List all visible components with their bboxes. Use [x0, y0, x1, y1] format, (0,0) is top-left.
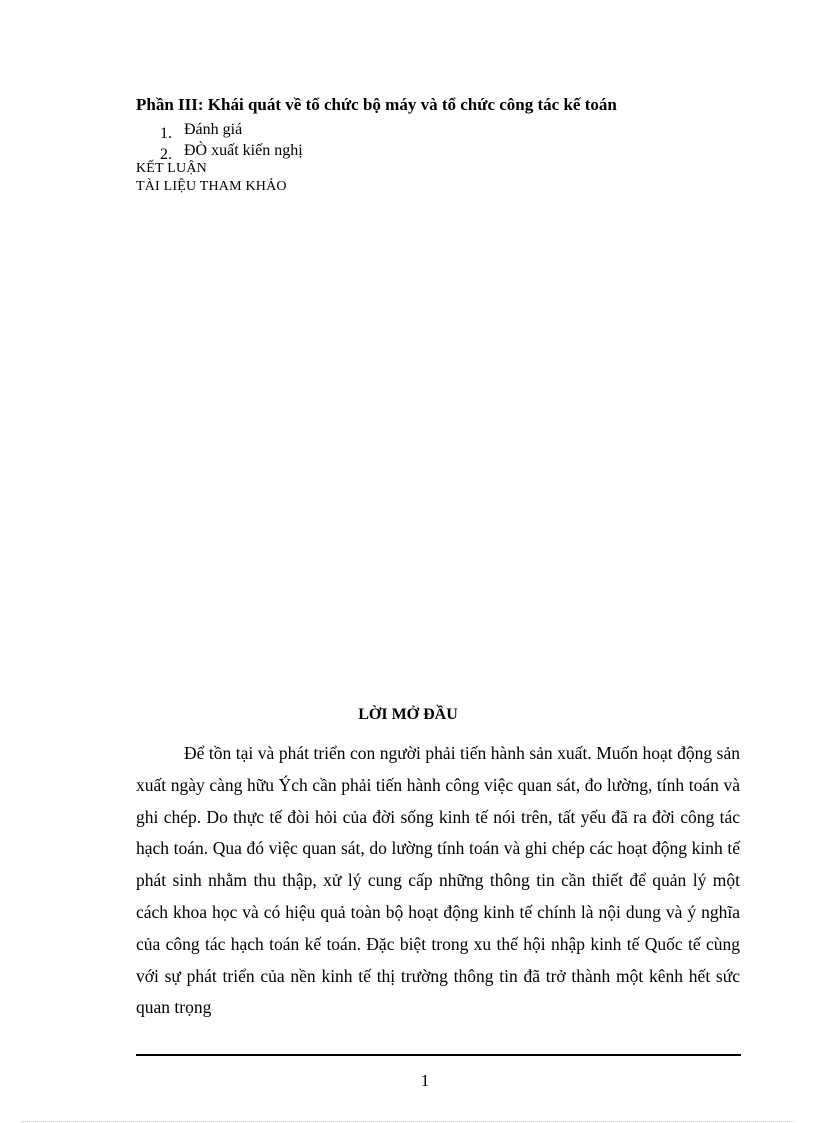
footer-divider — [136, 1054, 741, 1056]
toc-item-number: 1. — [160, 125, 172, 142]
toc-conclusion: KẾT LUẬN — [136, 161, 207, 176]
toc-item-number: 2. — [160, 146, 172, 163]
toc-list — [160, 119, 303, 161]
page-boundary — [22, 1121, 794, 1122]
toc-references: TÀI LIỆU THAM KHẢO — [136, 179, 287, 194]
toc-heading: Phần III: Khái quát về tổ chức bộ máy và tổ chức công tác kế toán — [136, 95, 617, 114]
intro-title: LỜI MỞ ĐẦU — [358, 706, 458, 723]
toc-item-evaluation — [160, 119, 303, 140]
toc-item-recommendations — [160, 140, 303, 161]
toc-item-label: ĐÒ xuất kiến nghị — [184, 142, 303, 159]
intro-paragraph: Để tồn tại và phát triển con người phải tiến hành sản xuất. Muốn hoạt động sản xuất ngày càng hữu Ých cần phải tiến hành công việc quan sát, đo lường, tính toán và ghi chép. Do thực tế đòi hỏi của đời sống kinh tế nói trên, tất yếu đã ra đời công tác hạch toán. Qua đó việc quan sát, do lường tính toán và ghi chép các hoạt động kinh tế phát sinh nhằm thu thập, xử lý cung cấp những thông tin cần thiết để quản lý một cách khoa học và có hiệu quả toàn bộ hoạt động kinh tế chính là nội dung và ý nghĩa của công tác hạch toán kế toán. Đặc biệt trong xu thế hội nhập kinh tế Quốc tế cùng với sự phát triển của nền kinh tế thị trường thông tin đã trở thành một kênh hết sức quan trọng — [136, 743, 740, 1018]
page-number: 1 — [420, 1071, 430, 1090]
toc-item-label: Đánh giá — [184, 121, 243, 138]
